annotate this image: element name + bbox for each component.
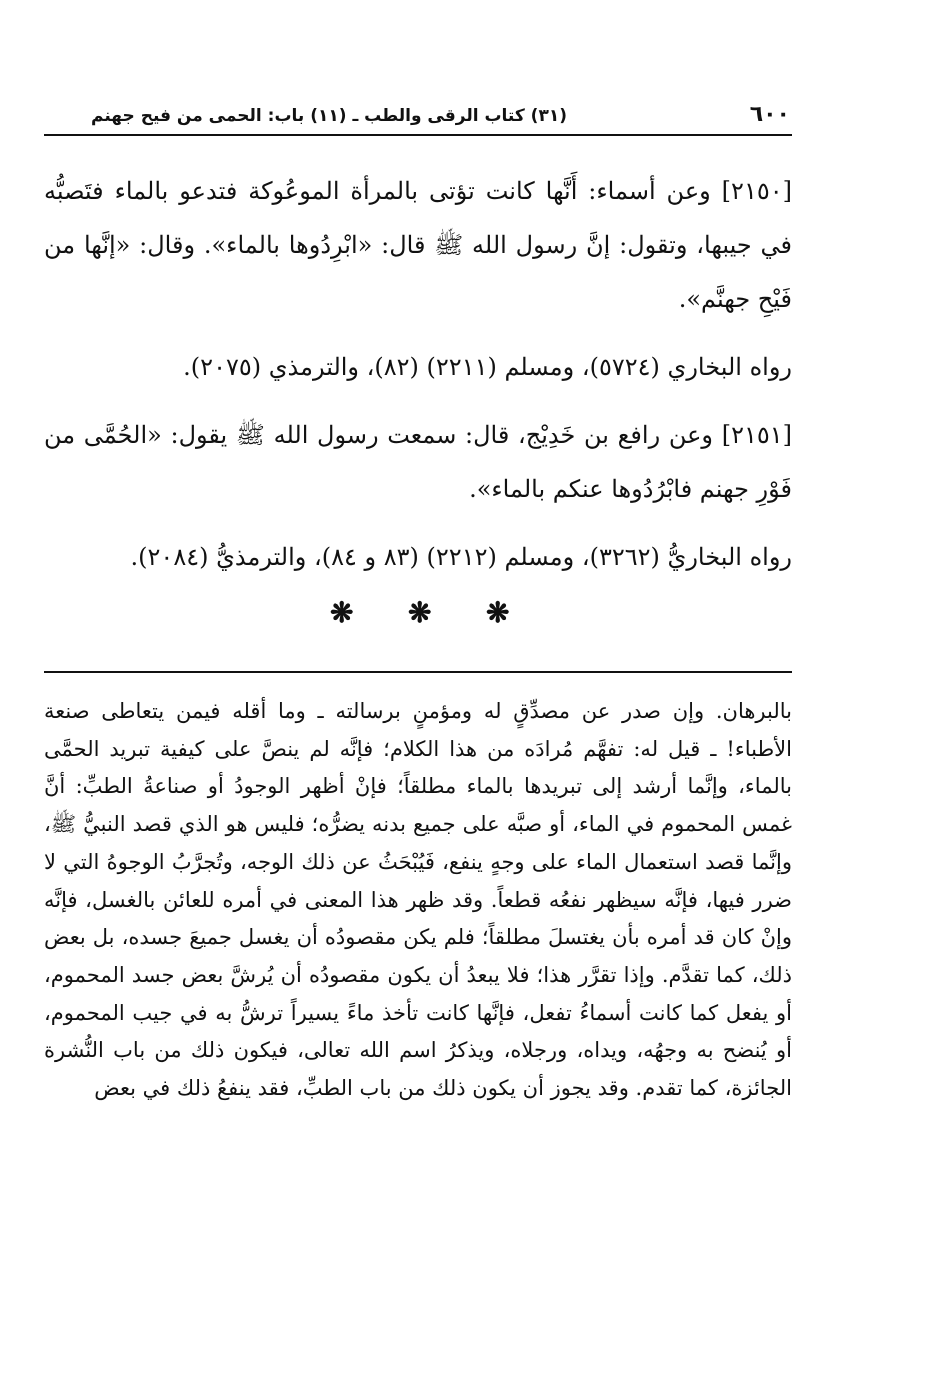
chapter-title: (٣١) كتاب الرقى والطب ـ (١١) باب: الحمى من فيح جهنم	[91, 106, 567, 126]
asterisk-ornament: ❋	[408, 596, 432, 629]
asterisk-ornament: ❋	[330, 596, 354, 629]
hadith-number: [٢١٥٠]	[721, 177, 792, 205]
footnote-separator	[44, 671, 792, 673]
running-header	[44, 96, 792, 136]
hadith-source: رواه البخاريُّ (٣٢٦٢)، ومسلم (٢٢١٢) (٨٣ و ٨٤)، والترمذيُّ (٢٠٨٤).	[130, 543, 792, 571]
asterisk-ornament: ❋	[486, 596, 510, 629]
hadith-entry	[44, 408, 792, 516]
hadith-text: وعن رافع بن خَدِيْج، قال: سمعت رسول الله ﷺ يقول: «الحُمَّى من فَوْرِ جهنم فابْرُدُوها عنكم بالماء».	[44, 421, 792, 503]
main-text	[44, 164, 792, 584]
book-page	[44, 96, 792, 1296]
hadith-source: رواه البخاري (٥٧٢٤)، ومسلم (٢٢١١) (٨٢)، والترمذي (٢٠٧٥).	[183, 353, 792, 381]
section-ornament	[44, 598, 792, 628]
page-number: ٦٠٠	[749, 102, 790, 127]
hadith-number: [٢١٥١]	[721, 421, 792, 449]
hadith-text: وعن أسماء: أَنَّها كانت تؤتى بالمرأة الموعُوكة فتدعو بالماء فتَصبُّه في جيبها، وتقول: إنَّ رسول الله ﷺ قال: «ابْرِدُوها بالماء». وقال: «إنَّها من فَيْحِ جهنَّم».	[44, 177, 792, 313]
hadith-entry	[44, 164, 792, 326]
footnote-text: بالبرهان. وإن صدر عن مصدِّقٍ له ومؤمنٍ برسالته ـ وما أقله فيمن يتعاطى صنعة الأطباء! ـ قيل له: تفهَّم مُرادَه من هذا الكلام؛ فإنَّه لم ينصَّ على كيفية تبريد الحمَّى بالماء، وإنَّما أرشد إلى تبريدها بالماء مطلقاً؛ فإنْ أظهر الوجودُ أو صناعةُ الطبِّ: أنَّ غمس المحموم في الماء، أو صبَّه على جميع بدنه يضرُّه؛ فليس هو الذي قصد النبيُّ ﷺ، وإنَّما قصد استعمال الماء على وجهٍ ينفع، فَيُبْحَثُ عن ذلك الوجه، وتُجرَّبُ الوجوهُ التي لا ضرر فيها، فإنَّه سيظهر نفعُه قطعاً. وقد ظهر هذا المعنى في أمره للعائن بالغسل، فإنَّه وإنْ كان قد أمره بأن يغتسلَ مطلقاً؛ فلم يكن مقصودُه أن يغسل جميعَ جسده، بل بعض ذلك، كما تقدَّم. وإذا تقرَّر هذا؛ فلا يبعدُ أن يكون مقصودُه أن يُرشَّ بعض جسد المحموم، أو يفعل كما كانت أسماءُ تفعل، فإنَّها كانت تأخذ ماءً يسيراً ترشُّ به في جيب المحموم، أو يُنضح به وجهُه، ويداه، ورجلاه، ويذكرُ اسم الله تعالى، فيكون ذلك من باب النُّشرة الجائزة، كما تقدم. وقد يجوز أن يكون ذلك من باب الطبِّ، فقد ينفعُ ذلك في بعض	[44, 699, 792, 1101]
